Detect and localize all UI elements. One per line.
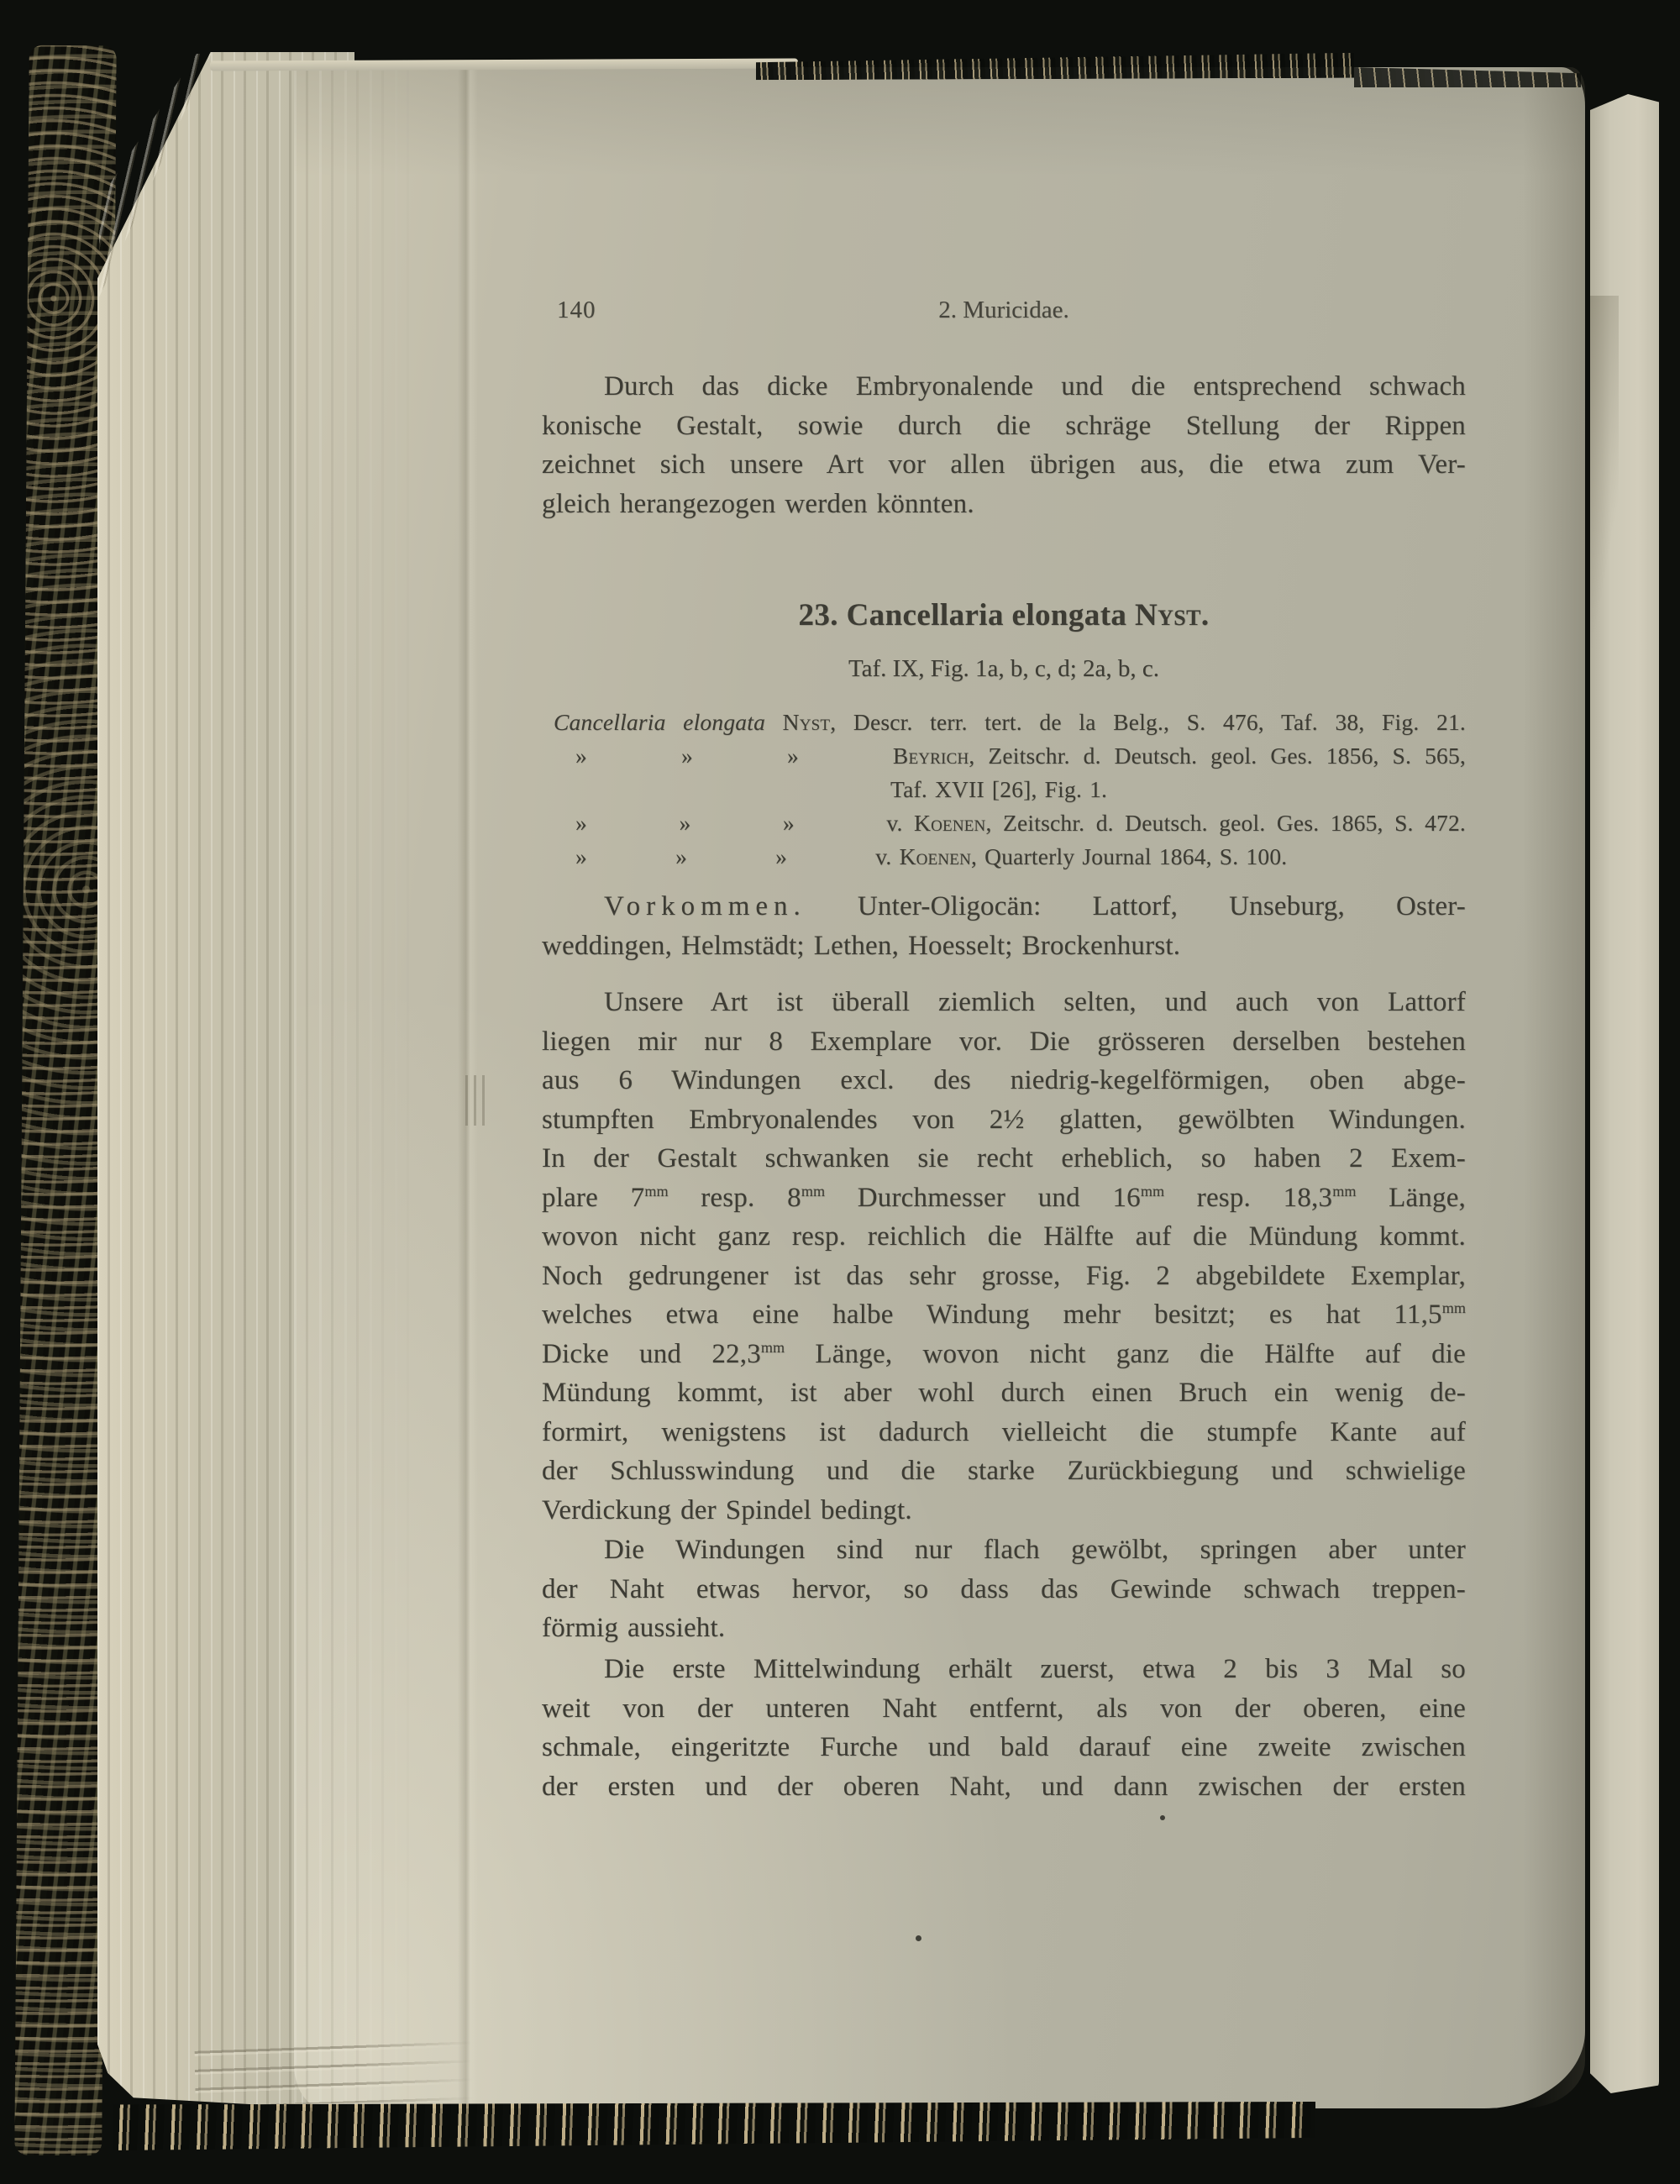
unit-superscript: mm [760, 1338, 785, 1356]
text-line: der ersten und der oberen Naht, und dann zwischen der ersten [542, 1771, 1466, 1802]
text-line: zeichnet sich unsere Art vor allen übrigen aus, die etwa zum Ver- [542, 449, 1466, 480]
ditto-mark: » [775, 843, 788, 869]
species-heading [542, 597, 1466, 639]
citation-text: , Descr. terr. tert. de la Belg., S. 476, Taf. 38, Fig. 21. [830, 709, 1466, 735]
text-line: konische Gestalt, sowie durch die schräge Stellung der Rippen [542, 410, 1466, 441]
author-name: Koenen [899, 843, 971, 869]
page-edge-stack-bottom-corner [194, 2037, 472, 2106]
marbled-bottom-edge [113, 2102, 1315, 2150]
ditto-mark: » [575, 810, 587, 836]
author-name: Nyst [782, 709, 831, 735]
text-line: förmig aussieht. [542, 1613, 726, 1643]
text-line: Dicke und $22,3^{mm}$ Länge, wovon nicht ganz die Hälfte auf die [542, 1338, 1466, 1369]
ditto-mark: » [675, 843, 688, 869]
paper-speck [1160, 1815, 1165, 1820]
text-line: schmale, eingeritzte Furche und bald darauf eine zweite zwischen [542, 1732, 1466, 1762]
unit-superscript: mm [644, 1182, 669, 1200]
text-line: plare $7^{mm}$ resp. $8^{mm}$ Durchmesser und $16^{mm}$ resp. $18,3^{mm}$ Länge, [542, 1182, 1466, 1213]
species-name: Cancellaria elongata [846, 598, 1127, 633]
text-line: weit von der unteren Naht entfernt, als von der oberen, eine [542, 1693, 1466, 1724]
synonymy-entry [542, 706, 1466, 739]
occurrence-text: Unter-Oligocän: Lattorf, Unseburg, Oster- [806, 891, 1466, 921]
occurrence-label: Vorkommen. [604, 891, 806, 921]
paragraph-description-3 [542, 1650, 1466, 1806]
text-line: der Schlusswindung und die starke Zurückbiegung und schwielige [542, 1456, 1466, 1486]
paragraph-intro [542, 367, 1466, 523]
ditto-mark: » [679, 810, 691, 836]
author-prefix: v. [875, 843, 900, 869]
text-line: gleich herangezogen werden könnten. [542, 488, 974, 519]
page-curvature-bands [294, 67, 420, 2108]
synonymy-entry [542, 739, 1466, 773]
next-page-edge [1590, 94, 1659, 2093]
ditto-mark: » [680, 743, 693, 769]
book-page [294, 67, 1585, 2108]
marbled-top-edge [756, 53, 1354, 80]
unit-superscript: mm [1332, 1182, 1357, 1200]
ditto-mark: » [575, 843, 587, 869]
text-line: Mündung kommt, ist aber wohl durch einen Bruch ein wenig de- [542, 1378, 1466, 1408]
species-name-italic: Cancellaria elongata [554, 709, 766, 735]
synonymy-entry-continuation: Taf. XVII [26], Fig. 1. [890, 776, 1108, 802]
ditto-mark: » [782, 810, 795, 836]
text-line: Verdickung der Spindel bedingt. [542, 1494, 912, 1525]
plate-reference: Taf. IX, Fig. 1a, b, c, d; 2a, b, c. [848, 655, 1160, 682]
text-line: welches etwa eine halbe Windung mehr besitzt; es hat $11,5^{mm}$ [542, 1299, 1466, 1330]
author-name: Beyrich [892, 743, 969, 769]
page-number: 140 [557, 297, 596, 323]
species-author: Nyst. [1134, 598, 1210, 633]
paper-speck [916, 1935, 921, 1941]
page-crease [1590, 296, 1619, 657]
citation-text: , Zeitschr. d. Deutsch. geol. Ges. 1865, S. 472. [985, 810, 1466, 836]
unit-superscript: mm [801, 1182, 826, 1200]
text-line [542, 887, 1466, 927]
text-line: der Naht etwas hervor, so dass das Gewinde schwach treppen- [542, 1573, 1466, 1604]
author-name: Koenen [914, 810, 986, 836]
text-line: In der Gestalt schwanken sie recht erheblich, so haben 2 Exem- [542, 1143, 1466, 1173]
text-line: wovon nicht ganz resp. reichlich die Hälfte auf die Mündung kommt. [542, 1221, 1466, 1252]
text-line: Noch gedrungener ist das sehr grosse, Fig. 2 abgebildete Exemplar, [542, 1260, 1466, 1291]
author-prefix: v. [886, 810, 915, 836]
species-number: 23. [798, 598, 838, 633]
text-line: formirt, wenigstens ist dadurch vielleicht die stumpfe Kante auf [542, 1416, 1466, 1447]
occurrence-paragraph [542, 887, 1466, 965]
text-line: Unsere Art ist überall ziemlich selten, und auch von Lattorf [604, 987, 1466, 1017]
paragraph-description-2 [542, 1530, 1466, 1648]
running-header [542, 297, 1466, 332]
ditto-mark: » [786, 743, 799, 769]
text-line: Die erste Mittelwindung erhält zuerst, etwa 2 bis 3 Mal so [604, 1654, 1466, 1684]
citation-text: , Zeitschr. d. Deutsch. geol. Ges. 1856, S. 565, [969, 743, 1466, 769]
synonymy-list [542, 706, 1466, 874]
unit-superscript: mm [1441, 1299, 1466, 1316]
paragraph-description-1 [542, 983, 1466, 1530]
ink-smudge [465, 1075, 489, 1126]
text-line: Durch das dicke Embryonalende und die entsprechend schwach [604, 371, 1466, 402]
text-line: Die Windungen sind nur flach gewölbt, springen aber unter [604, 1535, 1466, 1565]
synonymy-entry [542, 840, 1466, 874]
text-line: weddingen, Helmstädt; Lethen, Hoesselt; Brockenhurst. [542, 930, 1181, 961]
text-line: stumpften Embryonalendes von 2½ glatten, gewölbten Windungen. [542, 1104, 1466, 1135]
text-line: liegen mir nur 8 Exemplare vor. Die grösseren derselben bestehen [542, 1026, 1466, 1057]
synonymy-entry [542, 806, 1466, 840]
citation-text: , Quarterly Journal 1864, S. 100. [971, 843, 1288, 869]
text-line: aus 6 Windungen excl. des niedrig-kegelförmigen, oben abge- [542, 1065, 1466, 1095]
unit-superscript: mm [1140, 1182, 1165, 1200]
page-edge-shadow [1523, 67, 1585, 2108]
ditto-mark: » [575, 743, 587, 769]
section-title: 2. Muricidae. [938, 297, 1069, 323]
